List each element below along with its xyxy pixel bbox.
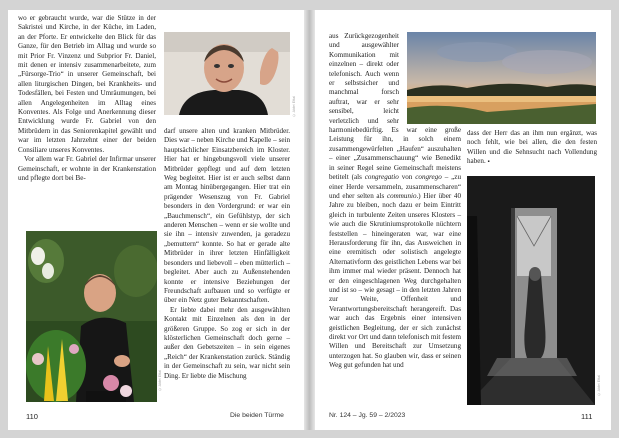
left-page-column-1 xyxy=(18,14,156,183)
right-page-column-2 xyxy=(467,129,597,168)
photo-monk-in-doorway xyxy=(467,176,595,405)
page-number-left: 110 xyxy=(26,412,38,421)
right-col2-paragraph: dass der Herr das an ihm nun ergänzt, was noch fehlt, wie bei allen, die den festen Willen und die Sehnsucht nach Vollendung haben. ▪ xyxy=(467,129,597,166)
photo-monk-with-flowers xyxy=(26,231,157,402)
right-page xyxy=(315,10,611,430)
photo-credit-doorway: © Abtei Ettal xyxy=(597,375,601,397)
page-number-right: 111 xyxy=(581,412,593,421)
left-col1-paragraph-2: Vor allem war Fr. Gabriel der Infirmar unserer Gemeinschaft, er wohnte in der Krankenstation und pflegte dort bei Be- xyxy=(18,155,156,182)
left-col1-paragraph-1: wo er gebraucht wurde, war die Stütze in der Sakristei und Kirche, in der Küche, im Laden, an der Pforte. Er entwickelte den Blick für das Ganze, für den Betrieb im Alltag und wurde so mit Prior Fr. Vinzenz und Subprior Fr. Daniel, mit denen er intensiv zusammenarbeitete, zum „Fürsorge-Trio“ in unserer Gemeinschaft, bei allen liturgischen Dingen, bei Krankheits- und Todesfällen, bei Festen und Umräumungen, bei allen Angelegenheiten im Alltag eines Konventes. Als Folge und Anerkennung dieser Entwicklung wurde Fr. Gabriel von den Mitbrüdern in das Seniorenkapitel gewählt und war im letzten Jahrzehnt einer der beiden Consiliare unseres Konventes. xyxy=(18,14,156,154)
right-col1-top-text: aus Zurückgezogenheit und ausgewählter Kommunikation mit einzelnen – direkt oder telefonisch. Auch wenn er selbstsicher und manchmal forsch auftrat, war er sehr sensibel, leicht verletzlich und sehr harmoniebedürftig. Es war eine große Leistung für ihn, in solch einem zusammengewürfelten „Haufen“ auszuhalten – einer „Zusammenschauung“ wie Benedikt in seiner Regel seine Gemeinschaft meistens betitelt (als congregatio von congrego – „zu einer Herde versammeln, zusammenscharen“ und eher selten als communio.) Hier über 40 Jahre zu bleiben, noch dazu er beim Eintritt gleich in turbulente Zeiten unseres Klosters – wie auch die Skrutiniumsprotokolle nüchtern feststellen – hineingeraten war, war eine Herausforderung für ihn, das Ausweichen in eine eremitisch oder solistisch angelegte Alternativform des geistlichen Lebens war bei ihm immer mal wieder präsent. Dennoch hat er den eingeschlagenen Weg durchgehalten und ist so – wie gesagt – in den letzten Jahren zur Weite, Offenheit und Verantwortungsbereitschaft herangereift. Das war auch das Ergebnis einer intensiven geistlichen Begleitung, der er sich zunächst direkt vor Ort und dann telefonisch mit festem Willen und Bereitschaft zur Umsetzung unterzogen hat. So glauben wir, dass er seinen Weg gut gefunden hat und xyxy=(329,32,461,370)
photo-lake-sunset xyxy=(407,32,596,124)
left-page xyxy=(8,10,304,430)
running-title: Die beiden Türme xyxy=(230,412,284,419)
photo-monk-portrait xyxy=(164,32,290,115)
issue-info: Nr. 124 – Jg. 59 – 2/2023 xyxy=(329,412,406,419)
photo-credit-flowers: © Abtei Ettal xyxy=(158,370,162,392)
photo-credit-portrait: © Abtei Ettal xyxy=(292,96,296,118)
end-mark: ▪ xyxy=(487,159,490,166)
left-col2-paragraph-1: darf unsere alten und kranken Mitbrüder. Dies war – neben Kirche und Kapelle – sein hauptsächlicher Einsatzbereich im Kloster. Hier hat er hingebungsvoll viele unserer Mitbrüder gepflegt und auf dem letzten Weg begleitet. Hier ist er auch selbst dann am Montag hinübergegangen. Hier trat ein prägender Wesenszug von Fr. Gabriel besonders in den Vordergrund: er war ein „Bauchmensch“, ein Gefühlstyp, der sich anderen Menschen – wenn er sie wollte und sie ihn – intensiv zuwenden, ja geradezu „bemuttern“ konnte. So hat er gerade alte Mitbrüder in ihrer letzten Hinfälligkeit besonders und liebevoll – eben mütterlich – begleitet. Aber auch zu Außenstehenden konnte er intensive Beziehungen der Freundschaft aufbauen und so verfügte er über ein Netz guter Bekanntschaften. xyxy=(164,127,290,305)
book-gutter xyxy=(304,10,315,430)
left-page-column-2 xyxy=(164,127,290,381)
left-col2-paragraph-2: Er liebte dabei mehr den ausgewählten Kontakt mit Einzelnen als den in der größeren Gruppe. So zog er sich in der klösterlichen Gemeinschaft doch gerne – außer den Gebetszeiten – in sein eigenes „Reich“ der Krankenstation zurück. Ständig in der Gemeinschaft zu sein, war nicht sein Ding. Er liebte die Mischung xyxy=(164,305,290,380)
